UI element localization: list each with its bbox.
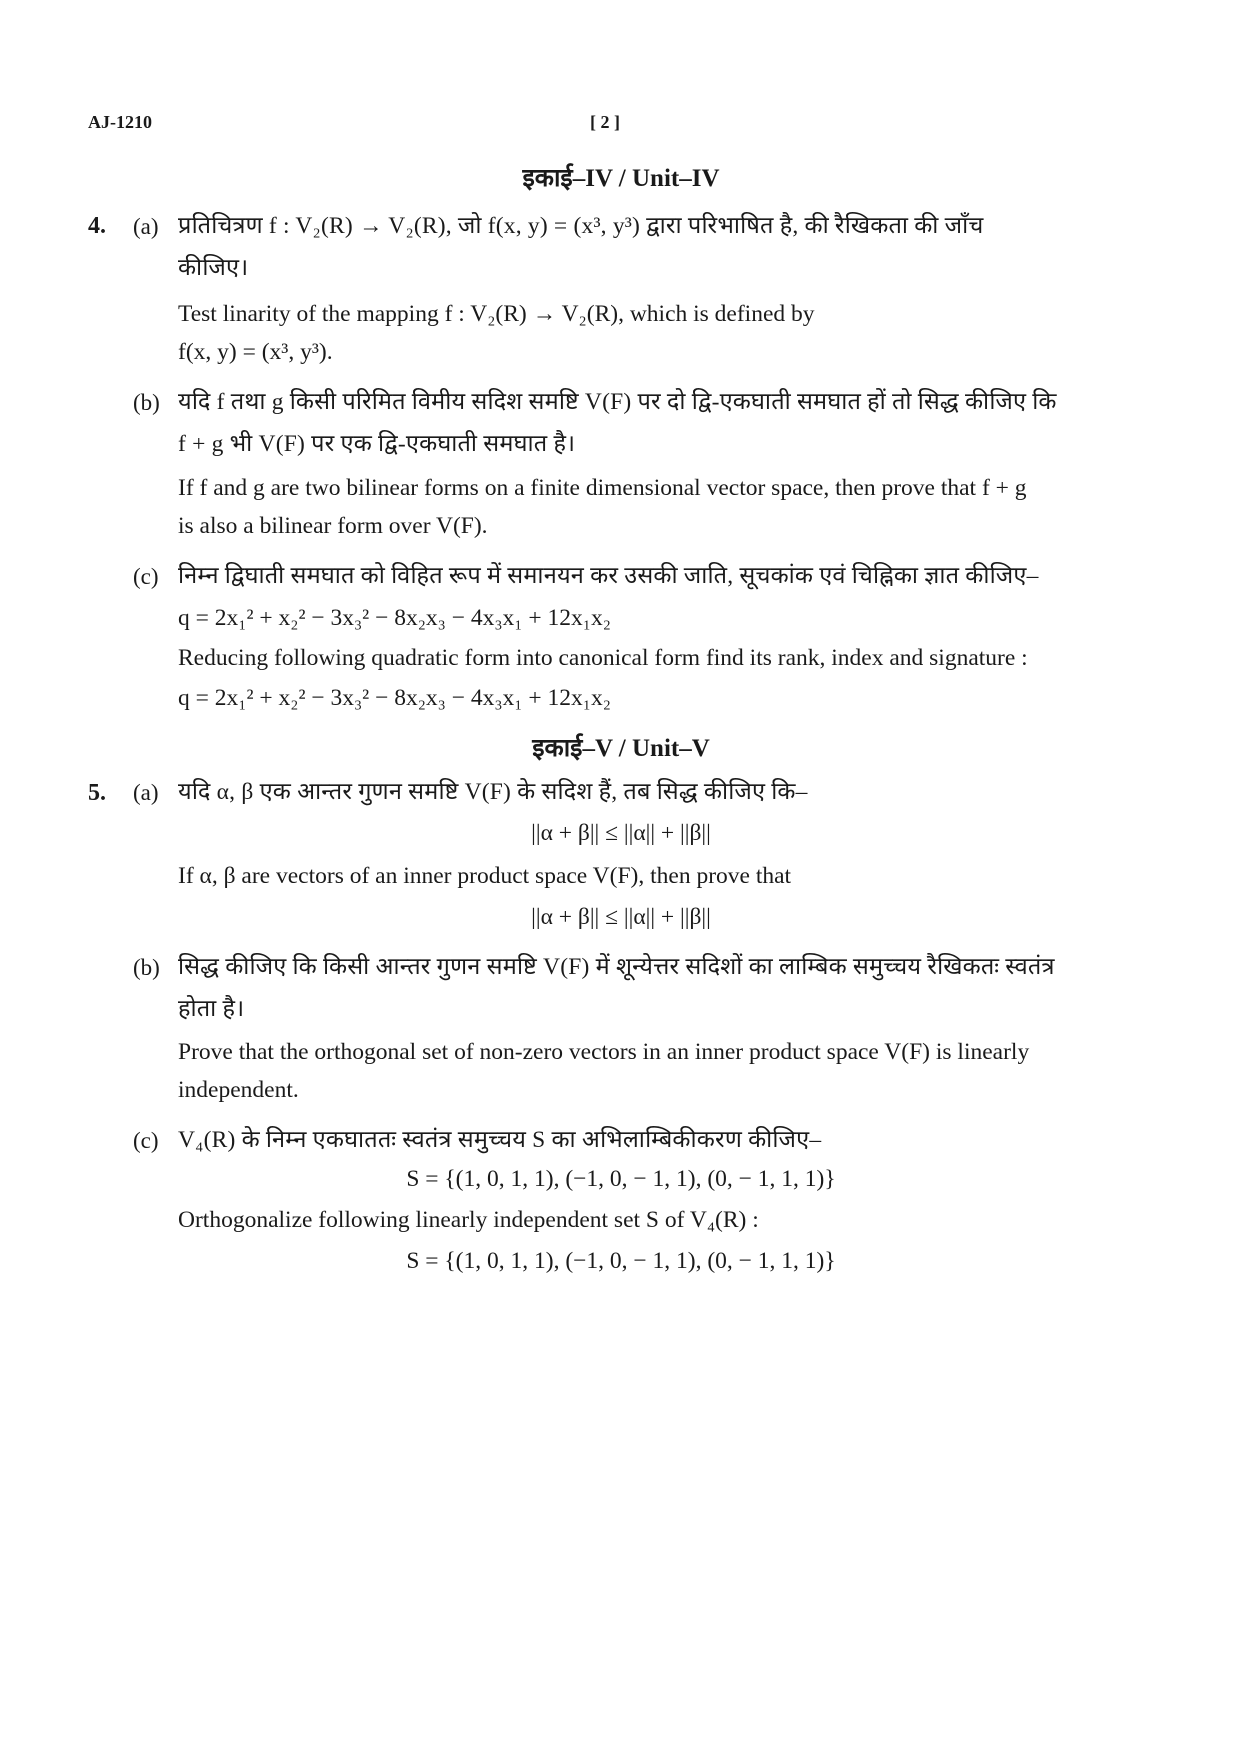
q5b-hindi-line-2: होता है। — [178, 996, 245, 1022]
q5b-english-line-2: independent. — [178, 1077, 299, 1103]
question-5-number: 5. — [88, 780, 106, 806]
q4b-hindi-line-2: f + g भी V(F) पर एक द्वि-एकघाती समघात है। — [178, 431, 576, 457]
q5c-english-line-1: Orthogonalize following linearly independent set S of V₄(R) : — [178, 1207, 759, 1233]
q5c-formula-2: S = {(1, 0, 1, 1), (−1, 0, − 1, 1), (0, − 1, 1, 1)} — [406, 1248, 836, 1274]
q4a-hindi-line-2: कीजिए। — [178, 255, 249, 281]
question-4-number: 4. — [88, 213, 106, 239]
q4c-formula-2: q = 2x₁² + x₂² − 3x₃² − 8x₂x₃ − 4x₃x₁ + 12x₁x₂ — [178, 685, 611, 711]
q4c-formula-1: q = 2x₁² + x₂² − 3x₃² − 8x₂x₃ − 4x₃x₁ + 12x₁x₂ — [178, 605, 611, 631]
q5a-hindi-line-1: यदि α, β एक आन्तर गुणन समष्टि V(F) के सदिश हैं, तब सिद्ध कीजिए कि– — [178, 779, 808, 805]
q4c-hindi-line-1: निम्न द्विघाती समघात को विहित रूप में समानयन कर उसकी जाति, सूचकांक एवं चिह्निका ज्ञात कीजिए– — [178, 563, 1039, 589]
q4a-hindi-line-1: प्रतिचित्रण f : V₂(R) → V₂(R), जो f(x, y) = (x³, y³) द्वारा परिभाषित है, की रैखिकता की जाँच — [178, 213, 984, 239]
q4c-english-line-1: Reducing following quadratic form into canonical form find its rank, index and signature : — [178, 645, 1028, 671]
q5b-hindi-line-1: सिद्ध कीजिए कि किसी आन्तर गुणन समष्टि V(F) में शून्येत्तर सदिशों का लाम्बिक समुच्चय रैखिकतः स्वतंत्र — [178, 954, 1055, 980]
unit-iv-heading: इकाई–IV / Unit–IV — [522, 165, 720, 192]
page-number: [ 2 ] — [590, 112, 620, 132]
unit-v-heading: इकाई–V / Unit–V — [532, 735, 710, 762]
q5b-english-line-1: Prove that the orthogonal set of non-zero vectors in an inner product space V(F) is linearly — [178, 1039, 1030, 1065]
q4a-label: (a) — [133, 214, 159, 239]
q4b-english-line-1: If f and g are two bilinear forms on a finite dimensional vector space, then prove that f + g — [178, 475, 1027, 501]
q5a-english-line-1: If α, β are vectors of an inner product space V(F), then prove that — [178, 863, 792, 889]
paper-code: AJ-1210 — [88, 112, 152, 132]
q5c-label: (c) — [133, 1128, 159, 1153]
q5b-label: (b) — [133, 955, 160, 980]
q4a-english-line-2: f(x, y) = (x³, y³). — [178, 339, 333, 365]
q5a-formula-1: ||α + β|| ≤ ||α|| + ||β|| — [531, 820, 711, 846]
q4b-english-line-2: is also a bilinear form over V(F). — [178, 513, 488, 539]
q4c-label: (c) — [133, 564, 159, 589]
q4b-label: (b) — [133, 390, 160, 415]
q4a-english-line-1: Test linarity of the mapping f : V₂(R) → V₂(R), which is defined by — [178, 301, 815, 327]
q5c-formula-1: S = {(1, 0, 1, 1), (−1, 0, − 1, 1), (0, − 1, 1, 1)} — [406, 1166, 836, 1192]
q5a-label: (a) — [133, 780, 159, 805]
q4b-hindi-line-1: यदि f तथा g किसी परिमित विमीय सदिश समष्टि V(F) पर दो द्वि-एकघाती समघात हों तो सिद्ध कीजिए कि — [178, 389, 1057, 415]
q5c-hindi-line-1: V₄(R) के निम्न एकघाततः स्वतंत्र समुच्चय S का अभिलाम्बिकीकरण कीजिए– — [178, 1127, 822, 1153]
q5a-formula-2: ||α + β|| ≤ ||α|| + ||β|| — [531, 904, 711, 930]
